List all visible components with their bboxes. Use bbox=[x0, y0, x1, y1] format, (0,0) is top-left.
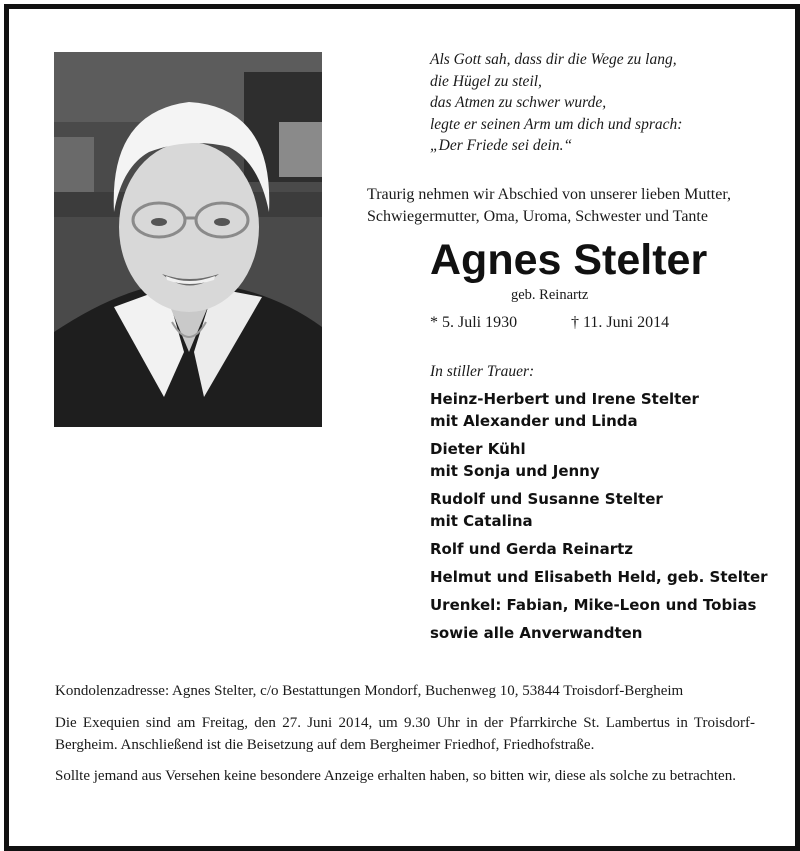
mourner-entry bbox=[430, 566, 780, 588]
birth-date: * 5. Juli 1930 bbox=[430, 314, 518, 331]
funeral-service-info: Die Exequien sind am Freitag, den 27. Juni 2014, um 9.30 Uhr in der Pfarrkirche St. Lambertus in Troisdorf-Bergheim. Anschließend ist die Beisetzung auf dem Bergheimer Friedhof, Friedhofstraße. bbox=[55, 715, 755, 753]
farewell-intro bbox=[367, 184, 787, 227]
mourner-line: mit Alexander und Linda bbox=[430, 412, 638, 430]
mourner-entry bbox=[430, 622, 780, 644]
portrait-photo bbox=[54, 52, 322, 427]
death-date: † 11. Juni 2014 bbox=[571, 314, 670, 331]
mourner-entry bbox=[430, 538, 780, 560]
poem-line: „Der Friede sei dein.“ bbox=[430, 137, 573, 154]
mourner-entry bbox=[430, 438, 780, 482]
poem-line: legte er seinen Arm um dich und sprach: bbox=[430, 115, 683, 133]
mourner-entry bbox=[430, 594, 780, 616]
mourner-line: Rudolf und Susanne Stelter bbox=[430, 490, 663, 508]
intro-line: Schwiegermutter, Oma, Uroma, Schwester und Tante bbox=[367, 207, 708, 225]
mourner-line: mit Sonja und Jenny bbox=[430, 462, 600, 480]
poem-line: das Atmen zu schwer wurde, bbox=[430, 94, 607, 111]
intro-line: Traurig nehmen wir Abschied von unserer lieben Mutter, bbox=[367, 186, 732, 203]
portrait-illustration bbox=[54, 52, 322, 427]
condolence-address: Kondolenzadresse: Agnes Stelter, c/o Bestattungen Mondorf, Buchenweg 10, 53844 Troisdorf-Bergheim bbox=[55, 683, 684, 699]
mourner-line: mit Catalina bbox=[430, 512, 533, 530]
mourners-list bbox=[430, 388, 780, 650]
poem-line: die Hügel zu steil, bbox=[430, 72, 542, 90]
poem-line: Als Gott sah, dass dir die Wege zu lang, bbox=[430, 51, 677, 68]
mourner-line: Rolf und Gerda Reinartz bbox=[430, 540, 633, 558]
mourner-line: Helmut und Elisabeth Held, geb. Stelter bbox=[430, 568, 768, 586]
mourner-line: sowie alle Anverwandten bbox=[430, 624, 643, 642]
maiden-name: geb. Reinartz bbox=[511, 287, 589, 303]
deceased-name: Agnes Stelter bbox=[430, 236, 708, 284]
mourning-label: In stiller Trauer: bbox=[430, 363, 535, 380]
notice-text: Sollte jemand aus Versehen keine besondere Anzeige erhalten haben, so bitten wir, diese als solche zu betrachten. bbox=[55, 768, 736, 784]
mourner-line: Heinz-Herbert und Irene Stelter bbox=[430, 390, 699, 408]
mourner-line: Urenkel: Fabian, Mike-Leon und Tobias bbox=[430, 596, 757, 614]
poem bbox=[430, 49, 760, 157]
mourner-entry bbox=[430, 488, 780, 532]
mourner-entry bbox=[430, 388, 780, 432]
mourner-line: Dieter Kühl bbox=[430, 440, 526, 458]
